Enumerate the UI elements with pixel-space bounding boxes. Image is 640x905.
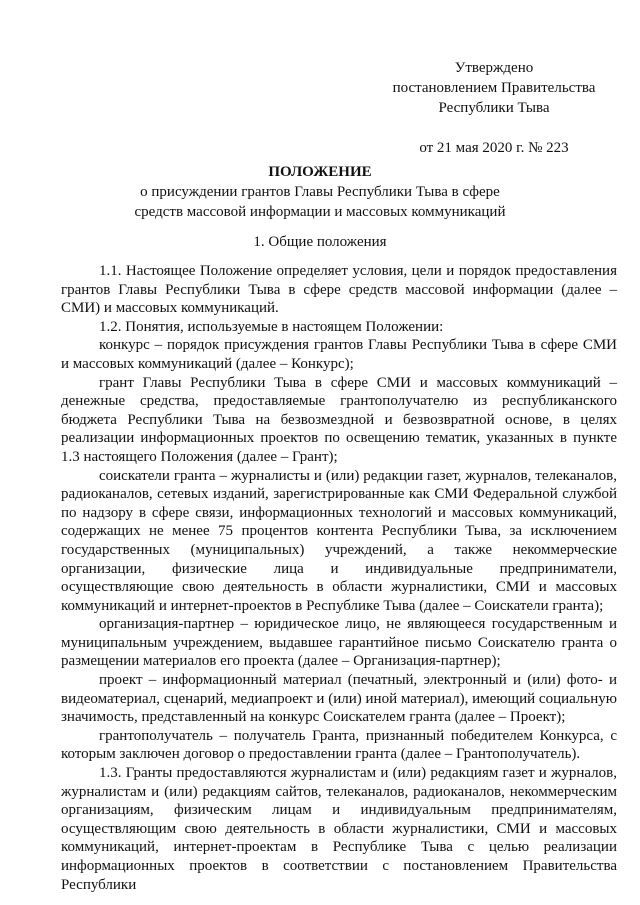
paragraph: грант Главы Республики Тыва в сфере СМИ и массовых коммуникаций – денежные средства, предоставляемые грантополучателю из республиканского бюджета Республики Тыва на безвозмездной и безвозвратной основе, в целях реализации информационных проектов по освещению тематик, указанных в пункте 1.3 настоящего Положения (далее – Грант); <box>61 374 617 465</box>
document-subtitle-line-1: о присуждении грантов Главы Республики Тыва в сфере <box>140 184 500 200</box>
approval-line-approved: Утверждено <box>454 60 534 76</box>
approval-date: от 21 мая 2020 г. № 223 <box>419 140 569 156</box>
paragraph: 1.2. Понятия, используемые в настоящем Положении: <box>99 318 444 335</box>
paragraph: 1.3. Гранты предоставляются журналистам и (или) редакциям газет и журналов, журналистам и (или) редакциям сайтов, телеканалов, радиоканалов, некоммерческим организациям, физическим лицам и индивидуальным предпринимателям, осуществляющим свою деятельность в области журналистики, СМИ и массовых коммуникаций, интернет-проектам в Республике Тыва с целью реализации информационных проектов в соответствии с постановлением Правительства Республики <box>61 765 617 893</box>
paragraph: организация-партнер – юридическое лицо, не являющееся государственным и муниципальным учреждением, выдавшее гарантийное письмо Соискателю гранта о размещении материалов его проекта (далее – Организация-партнер); <box>61 616 617 670</box>
paragraph: 1.1. Настоящее Положение определяет условия, цели и порядок предоставления грантов Главы Республики Тыва в сфере средств массовой информации (далее – СМИ) и массовых коммуникаций. <box>61 263 617 317</box>
approval-line-decree: постановлением Правительства <box>392 80 596 96</box>
document-heading: ПОЛОЖЕНИЕ <box>268 164 372 180</box>
paragraph: соискатели гранта – журналисты и (или) редакции газет, журналов, телеканалов, радиоканалов, сетевых изданий, зарегистрированные как СМИ Федеральной службой по надзору в сфере связи, информационных технологий и массовых коммуникаций, содержащих не менее 75 процентов контента Республики Тыва, за исключением государственных (муниципальных) учреждений, а также некоммерческие организации, физические лица и индивидуальные предприниматели, осуществляющие свою деятельность в области журналистики, СМИ и массовых коммуникаций и интернет-проектов в Республике Тыва (далее – Соискатели гранта); <box>61 467 617 614</box>
paragraph: конкурс – порядок присуждения грантов Главы Республики Тыва в сфере СМИ и массовых коммуникаций (далее – Конкурс); <box>61 337 617 372</box>
section-heading: 1. Общие положения <box>253 234 387 250</box>
document-title <box>60 162 580 222</box>
paragraph: проект – информационный материал (печатный, электронный и (или) фото- и видеоматериал, сценарий, медиапроект и (или) иной материал), имеющий социальную значимость, представленный на конкурс Соискателем гранта (далее – Проект); <box>61 672 617 726</box>
paragraph: грантополучатель – получатель Гранта, признанный победителем Конкурса, с которым заключен договор о предоставлении гранта (далее – Грантополучатель). <box>61 727 617 763</box>
approval-stamp <box>384 58 604 158</box>
document-subtitle-line-2: средств массовой информации и массовых коммуникаций <box>134 204 506 220</box>
approval-line-republic: Республики Тыва <box>438 100 550 116</box>
document-body <box>61 262 617 894</box>
